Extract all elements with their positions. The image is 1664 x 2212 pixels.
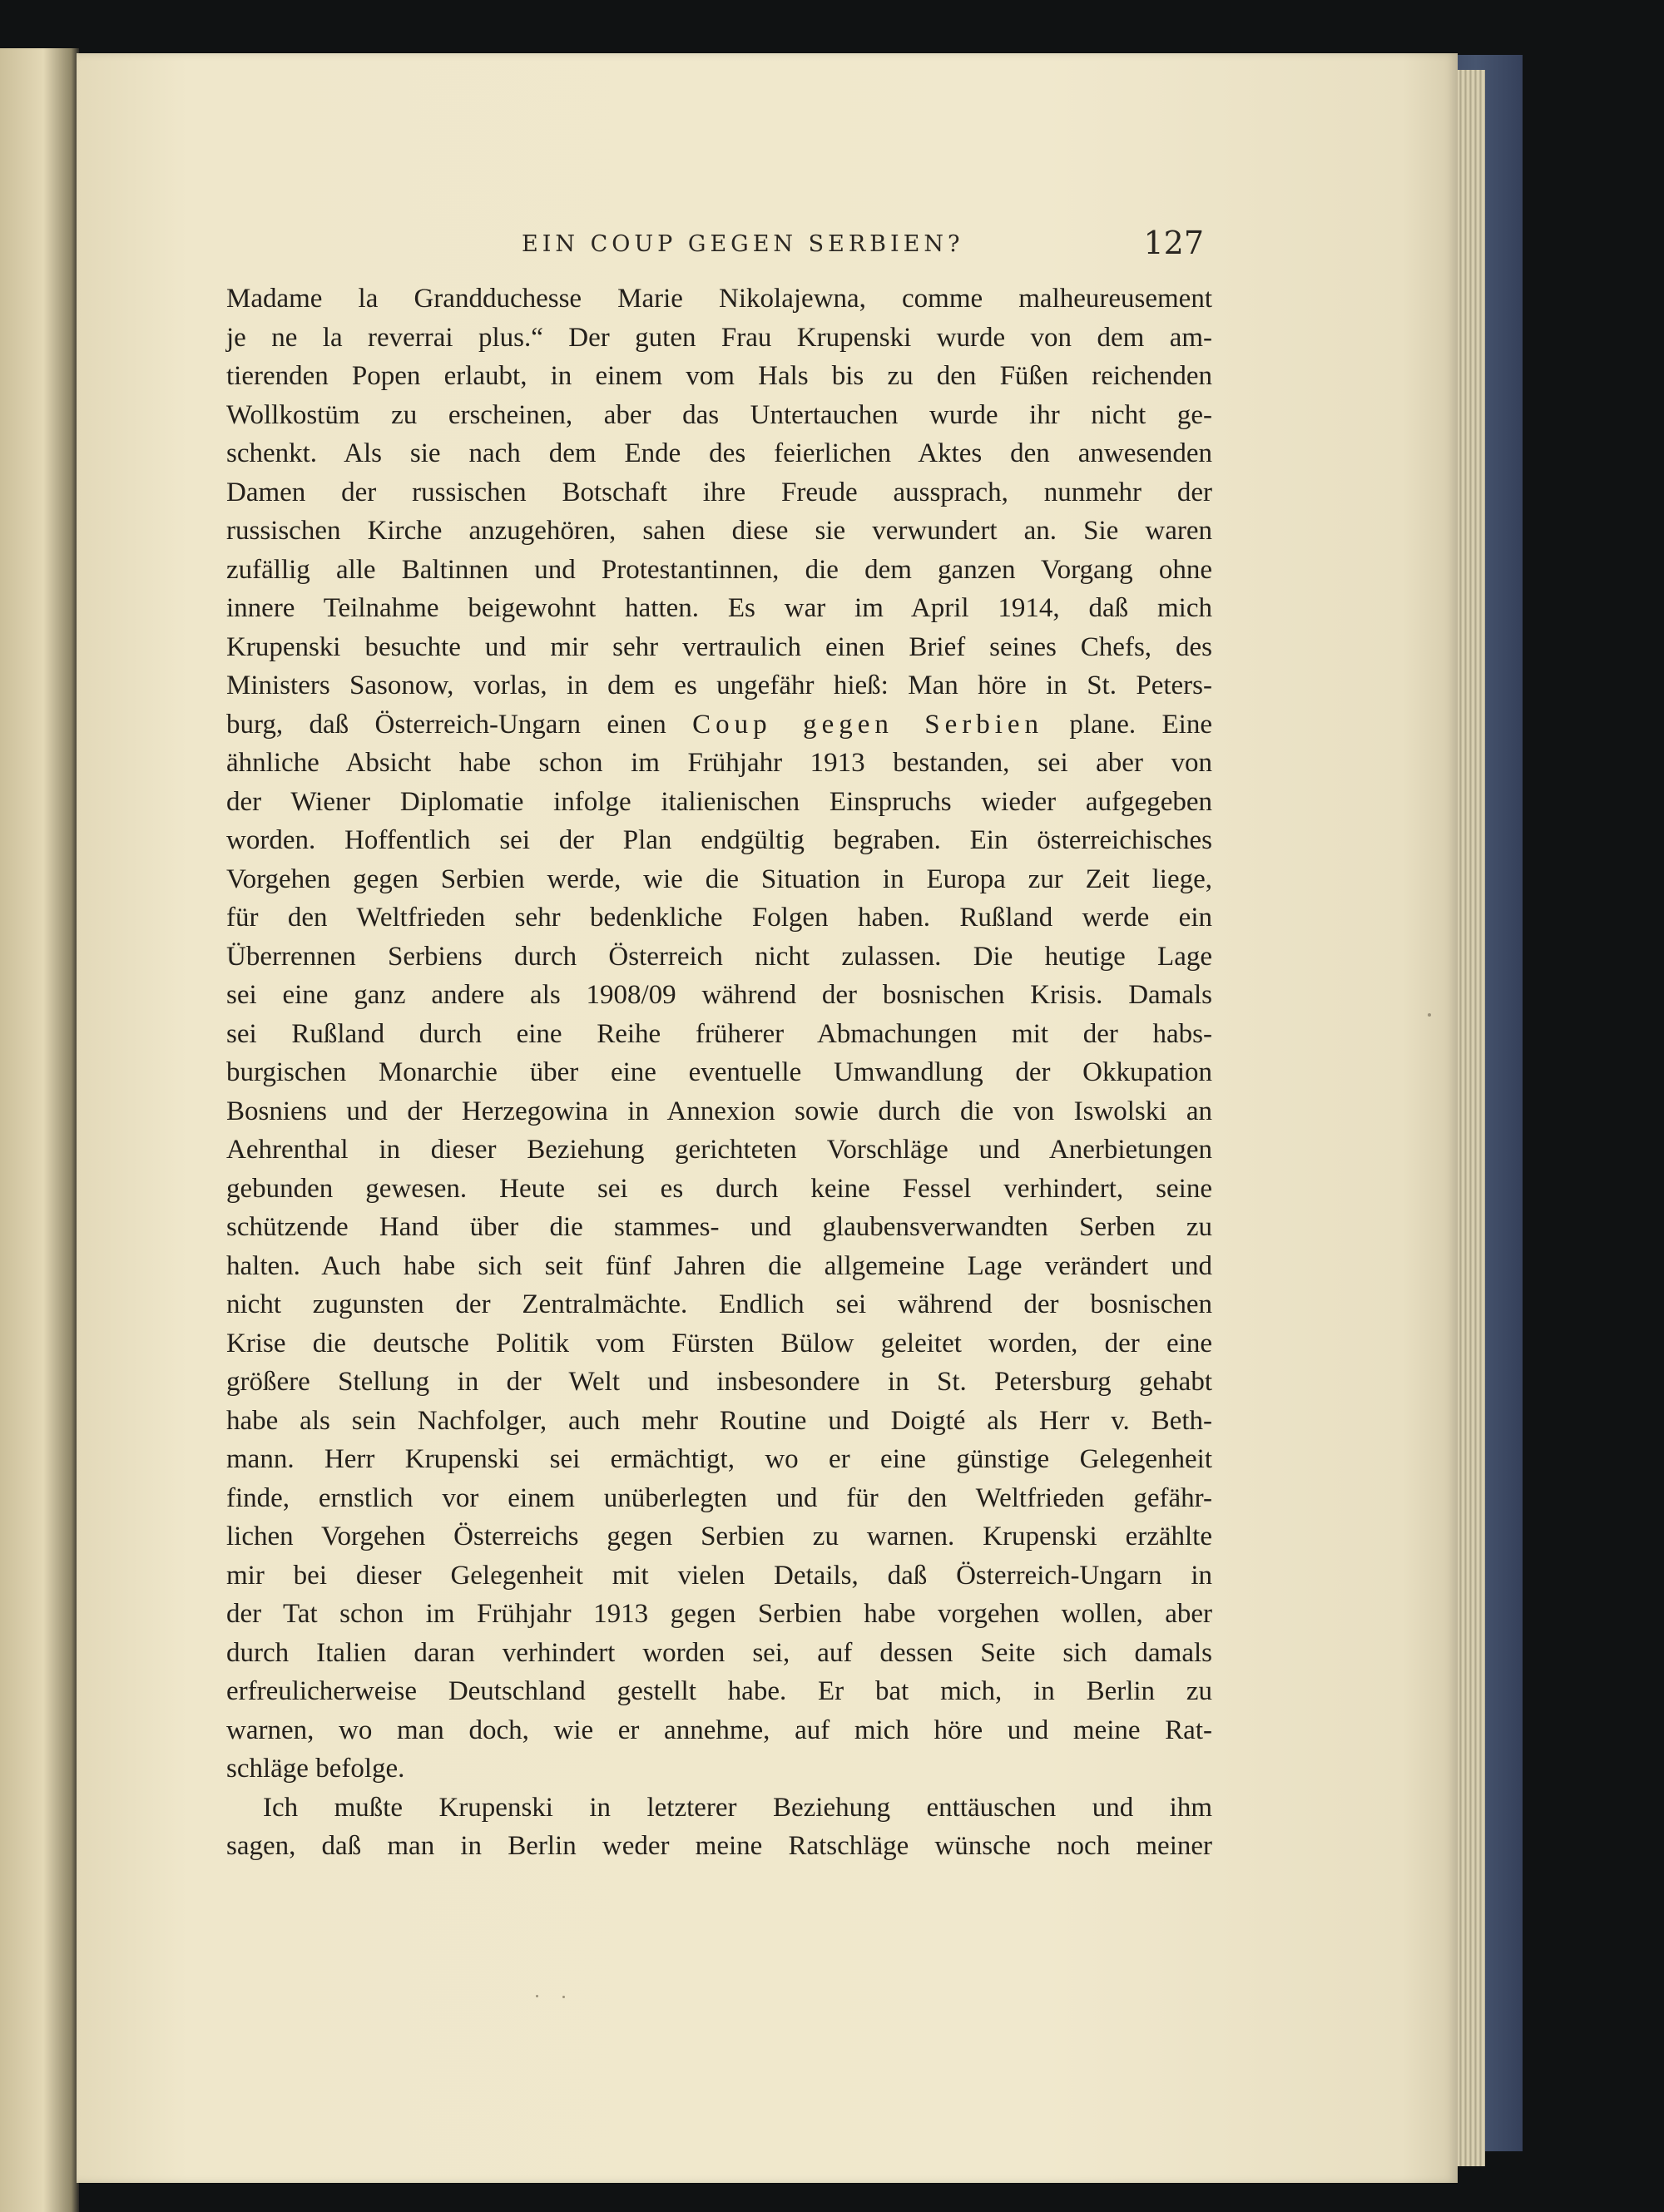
paper-speck <box>536 1995 538 1997</box>
text-line: schützende Hand über die stammes- und glaubensverwandten Serben zu <box>226 1212 1212 1242</box>
facing-page-edge <box>0 48 79 2212</box>
text-line: gebunden gewesen. Heute sei es durch keine Fessel verhindert, seine <box>226 1173 1212 1204</box>
text-line: lichen Vorgehen Österreichs gegen Serbien zu warnen. Krupenski erzählte <box>226 1522 1212 1551</box>
text-line: tierenden Popen erlaubt, in einem vom Hals bis zu den Füßen reichenden <box>226 361 1212 391</box>
text-line: worden. Hoffentlich sei der Plan endgültig begraben. Ein österreichisches <box>226 825 1212 855</box>
text-line: russischen Kirche anzugehören, sahen diese sie verwundert an. Sie waren <box>226 516 1212 546</box>
paper-speck <box>562 1996 565 1998</box>
text-line: der Wiener Diplomatie infolge italienischen Einspruchs wieder aufgegeben <box>226 786 1212 817</box>
text-line: größere Stellung in der Welt und insbesondere in St. Petersburg gehabt <box>226 1367 1212 1397</box>
text-line: je ne la reverrai plus.“ Der guten Frau Krupenski wurde von dem am- <box>226 322 1212 353</box>
text-line <box>226 705 1212 745</box>
emphasized-phrase: Coup gegen Serbien <box>692 709 1044 740</box>
chapter-title: EIN COUP GEGEN SERBIEN? <box>522 231 964 257</box>
text-line: sagen, daß man in Berlin weder meine Ratschläge wünsche noch meiner <box>226 1831 1212 1861</box>
text-line: warnen, wo man doch, wie er annehme, auf mich höre und meine Rat- <box>226 1715 1212 1745</box>
text-line: Ministers Sasonow, vorlas, in dem es ungefähr hieß: Man höre in St. Peters- <box>226 671 1212 700</box>
text-line: Ich mußte Krupenski in letzterer Beziehung enttäuschen und ihm <box>263 1792 1212 1823</box>
text-fragment: burg, daß Österreich-Ungarn einen <box>226 709 693 740</box>
text-line: durch Italien daran verhindert worden sei, auf dessen Seite sich damals <box>226 1637 1212 1668</box>
text-line: der Tat schon im Frühjahr 1913 gegen Serbien habe vorgehen wollen, aber <box>226 1599 1212 1629</box>
text-line: zufällig alle Baltinnen und Protestantinnen, die dem ganzen Vorgang ohne <box>226 554 1212 585</box>
text-line: sei eine ganz andere als 1908/09 während der bosnischen Krisis. Damals <box>226 980 1212 1010</box>
text-line: halten. Auch habe sich seit fünf Jahren die allgemeine Lage verändert und <box>226 1250 1212 1281</box>
text-line: Überrennen Serbiens durch Österreich nicht zulassen. Die heutige Lage <box>226 941 1212 972</box>
text-line: Wollkostüm zu erscheinen, aber das Untertauchen wurde ihr nicht ge- <box>226 399 1212 430</box>
text-line: Damen der russischen Botschaft ihre Freude aussprach, nunmehr der <box>226 477 1212 507</box>
text-line: schläge befolge. <box>226 1754 405 1784</box>
text-line: erfreulicherweise Deutschland gestellt habe. Er bat mich, in Berlin zu <box>226 1676 1212 1706</box>
text-line: Madame la Grandduchesse Marie Nikolajewna, comme malheureusement <box>226 284 1212 314</box>
text-line: ähnliche Absicht habe schon im Frühjahr 1913 bestanden, sei aber von <box>226 748 1212 778</box>
text-line: Vorgehen gegen Serbien werde, wie die Situation in Europa zur Zeit liege, <box>226 864 1212 894</box>
body-text <box>226 280 1212 1866</box>
text-line: nicht zugunsten der Zentralmächte. Endlich sei während der bosnischen <box>226 1289 1212 1319</box>
text-line: Krupenski besuchte und mir sehr vertraulich einen Brief seines Chefs, des <box>226 631 1212 662</box>
text-line: Krise die deutsche Politik vom Fürsten Bülow geleitet worden, der eine <box>226 1328 1212 1358</box>
text-line: mir bei dieser Gelegenheit mit vielen Details, daß Österreich-Ungarn in <box>226 1560 1212 1591</box>
text-line: mann. Herr Krupenski sei ermächtigt, wo er eine günstige Gelegenheit <box>226 1444 1212 1474</box>
text-line: schenkt. Als sie nach dem Ende des feierlichen Aktes den anwesenden <box>226 438 1212 468</box>
text-line: Aehrenthal in dieser Beziehung gerichteten Vorschläge und Anerbietungen <box>226 1135 1212 1165</box>
text-line: für den Weltfrieden sehr bedenkliche Folgen haben. Rußland werde ein <box>226 903 1212 933</box>
text-fragment: plane. Eine <box>1043 709 1212 740</box>
running-head <box>522 225 1204 273</box>
text-line: Bosniens und der Herzegowina in Annexion sowie durch die von Iswolski an <box>226 1096 1212 1126</box>
text-line: finde, ernstlich vor einem unüberlegten und für den Weltfrieden gefähr- <box>226 1482 1212 1513</box>
text-line: habe als sein Nachfolger, auch mehr Routine und Doigté als Herr v. Beth- <box>226 1405 1212 1436</box>
page-number: 127 <box>1143 225 1204 261</box>
text-line: sei Rußland durch eine Reihe früherer Abmachungen mit der habs- <box>226 1018 1212 1049</box>
text-line: burgischen Monarchie über eine eventuelle Umwandlung der Okkupation <box>226 1057 1212 1087</box>
paper-speck <box>1428 1013 1431 1017</box>
text-line: innere Teilnahme beigewohnt hatten. Es war im April 1914, daß mich <box>226 593 1212 623</box>
